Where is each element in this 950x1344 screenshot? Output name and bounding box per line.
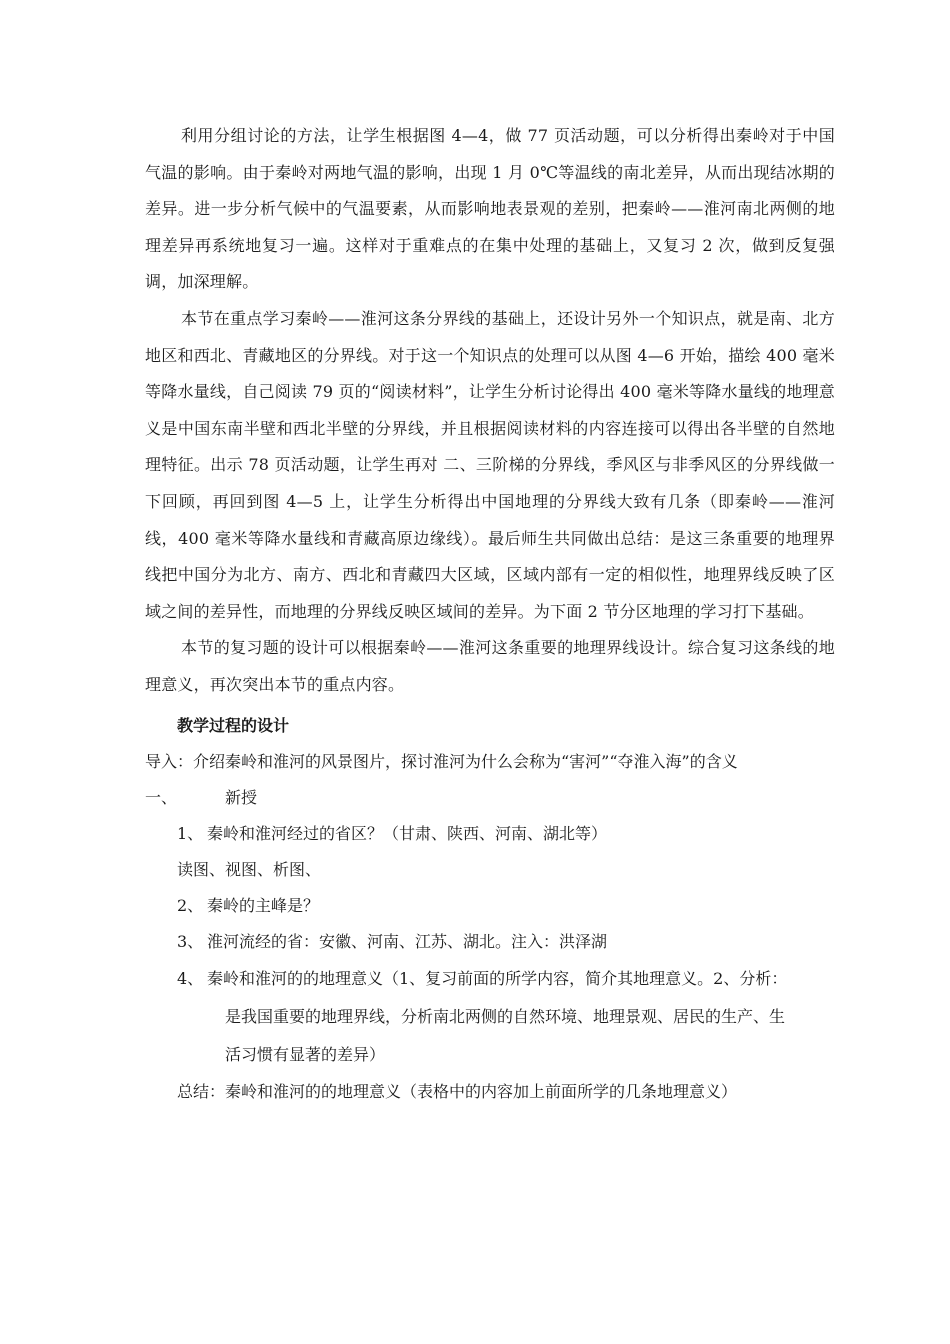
section-title-text: 新授 (225, 787, 258, 807)
list-item-text (207, 960, 835, 1074)
section-number: 一、 (145, 787, 178, 807)
intro-line: 导入：介绍秦岭和淮河的风景图片，探讨淮河为什么会称为“害河”“夺淮入海”的含义 (145, 751, 738, 771)
paragraph-boundary-lines: 本节在重点学习秦岭——淮河这条分界线的基础上，还设计另外一个知识点，就是南、北方地区和西北、青藏地区的分界线。对于这一个知识点的处理可以从图 4—6 开始，描绘 400 毫米等降水量线，自己阅读 79 页的“阅读材料”，让学生分析讨论得出 400 毫米等降水量线的地理意义是中国东南半壁和西北半壁的分界线，并且根据阅读材料的内容连接可以得出各半壁的自然地理特征。出示 78 页活动题，让学生再对 二、三阶梯的分界线，季风区与非季风区的分界线做一下回顾，再回到图 4—5 上，让学生分析得出中国地理的分界线大致有几条（即秦岭——淮河线，400 毫米等降水量线和青藏高原边缘线）。最后师生共同做出总结：是这三条重要的地理界线把中国分为北方、南方、西北和青藏四大区域，区域内部有一定的相似性，地理界线反映了区域之间的差异性，而地理的分界线反映区域间的差异。为下面 2 节分区地理的学习打下基础。 (145, 308, 835, 621)
document-body (145, 118, 835, 1110)
list-item-number: 2、 (177, 895, 204, 915)
paragraph-temperature-analysis: 利用分组讨论的方法，让学生根据图 4—4，做 77 页活动题，可以分析得出秦岭对于中国气温的影响。由于秦岭对两地气温的影响，出现 1 月 0℃等温线的南北差异，从而出现结冰期的差异。进一步分析气候中的气温要素，从而影响地表景观的差别，把秦岭——淮河南北两侧的地理差异再系统地复习一遍。这样对于重难点的在集中处理的基础上，又复习 2 次，做到反复强调，加深理解。 (145, 126, 835, 292)
list-item-line: 是我国重要的地理界线，分析南北两侧的自然环境、地理景观、居民的生产、生 (225, 1006, 786, 1026)
summary-line: 总结：秦岭和淮河的的地理意义（表格中的内容加上前面所学的几条地理意义） (177, 1081, 738, 1101)
list-item (145, 816, 835, 852)
list-item-number: 4、 (177, 968, 204, 988)
list-item-line: 秦岭和淮河的的地理意义（1、复习前面的所学内容，简介其地理意义。2、分析： (207, 968, 788, 988)
list-item (145, 888, 835, 924)
list-item-number: 1、 (177, 823, 204, 843)
section-heading: 教学过程的设计 (177, 715, 290, 735)
list-item-text: 秦岭的主峰是？ (207, 895, 320, 915)
list-item (145, 924, 835, 960)
list-item-number: 3、 (177, 931, 204, 951)
paragraph-review-design: 本节的复习题的设计可以根据秦岭——淮河这条重要的地理界线设计。综合复习这条线的地理意义，再次突出本节的重点内容。 (145, 638, 835, 694)
list-item-text: 淮河流经的省：安徽、河南、江苏、湖北。注入：洪泽湖 (207, 931, 608, 951)
list-item-line: 活习惯有显著的差异） (225, 1044, 386, 1064)
list-item-text: 秦岭和淮河经过的省区？（甘肃、陕西、河南、湖北等） (207, 823, 608, 843)
list-item-note: 读图、视图、析图、 (177, 859, 322, 879)
list-item (145, 960, 835, 1074)
section-title (145, 780, 835, 816)
